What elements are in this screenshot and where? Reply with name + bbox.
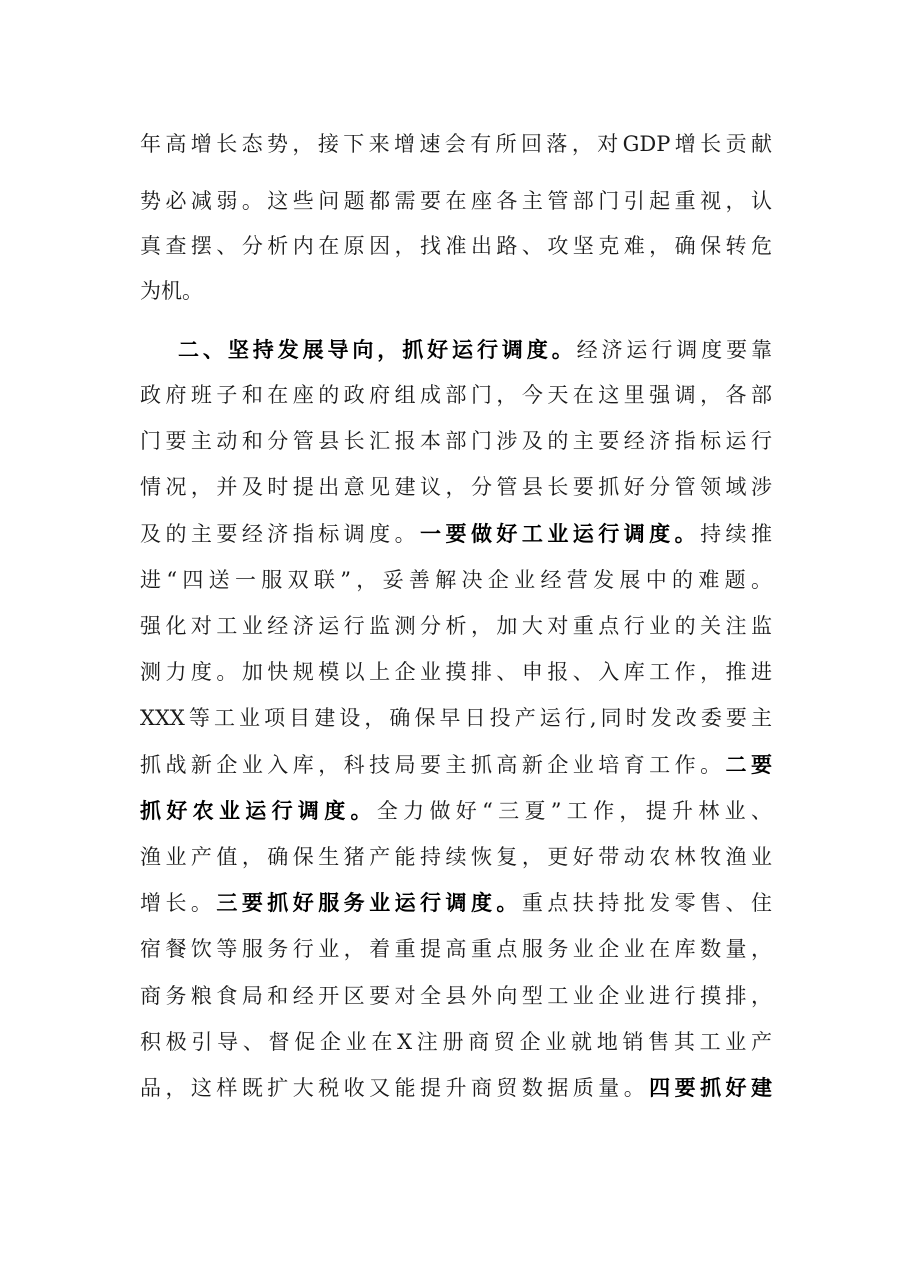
text-segment: 进“四送一服双联”，妥善解决企业经营发展中的难题。 bbox=[140, 568, 772, 592]
text-segment: 重点扶持批发零售、住 bbox=[521, 891, 772, 915]
text-line bbox=[140, 791, 772, 831]
subheading-construction-start: 四要抓好建 bbox=[649, 1075, 772, 1100]
text-line bbox=[140, 421, 772, 461]
section-heading-line bbox=[178, 330, 772, 370]
section-heading: 二、坚持发展导向，抓好运行调度。 bbox=[178, 337, 577, 362]
text-line bbox=[140, 837, 772, 877]
text-line bbox=[140, 271, 772, 311]
text-line bbox=[140, 560, 772, 600]
text-segment: 抓战新企业入库，科技局要主抓高新企业培育工作。 bbox=[140, 753, 726, 777]
text-segment: 年高增长态势，接下来增速会有所回落，对GDP增长贡献 bbox=[140, 132, 772, 156]
text-line bbox=[140, 514, 772, 554]
text-segment: 全力做好“三夏”工作，提升林业、 bbox=[376, 799, 772, 823]
subheading-services: 三要抓好服务业运行调度。 bbox=[216, 890, 522, 915]
subheading-industry: 一要做好工业运行调度。 bbox=[420, 521, 701, 546]
text-line bbox=[140, 375, 772, 415]
text-segment: 积极引导、督促企业在X注册商贸企业就地销售其工业产 bbox=[140, 1030, 772, 1054]
text-line bbox=[140, 929, 772, 969]
subheading-agriculture: 抓好农业运行调度。 bbox=[140, 798, 377, 823]
text-segment: 门要主动和分管县长汇报本部门涉及的主要经济指标运行 bbox=[140, 429, 772, 453]
text-segment: XXX等工业项目建设，确保早日投产运行,同时发改委要主 bbox=[140, 706, 772, 730]
text-segment: 商务粮食局和经开区要对全县外向型工业企业进行摸排， bbox=[140, 984, 772, 1008]
text-line bbox=[140, 181, 772, 221]
text-segment: 真查摆、分析内在原因，找准出路、攻坚克难，确保转危 bbox=[140, 234, 772, 258]
text-line bbox=[140, 883, 772, 923]
text-line bbox=[140, 976, 772, 1016]
text-line bbox=[140, 1022, 772, 1062]
text-segment: 增长。 bbox=[140, 891, 217, 915]
text-segment: 渔业产值，确保生猪产能持续恢复，更好带动农林牧渔业 bbox=[140, 845, 772, 869]
text-segment: 政府班子和在座的政府组成部门，今天在这里强调，各部 bbox=[140, 383, 772, 407]
text-segment: 强化对工业经济运行监测分析，加大对重点行业的关注监 bbox=[140, 614, 772, 638]
text-segment: 品，这样既扩大税收又能提升商贸数据质量。 bbox=[140, 1076, 650, 1100]
text-segment: 宿餐饮等服务行业，着重提高重点服务业企业在库数量， bbox=[140, 937, 772, 961]
subheading-agriculture-start: 二要 bbox=[725, 752, 772, 777]
text-line bbox=[140, 467, 772, 507]
text-line bbox=[140, 1068, 772, 1108]
text-line bbox=[140, 124, 772, 164]
text-line bbox=[140, 698, 772, 738]
text-line bbox=[140, 745, 772, 785]
text-segment: 情况，并及时提出意见建议，分管县长要抓好分管领域涉 bbox=[140, 475, 772, 499]
text-segment: 测力度。加快规模以上企业摸排、申报、入库工作，推进 bbox=[140, 660, 772, 684]
text-line bbox=[140, 652, 772, 692]
text-segment: 为机。 bbox=[140, 279, 203, 303]
text-segment: 经济运行调度要靠 bbox=[576, 338, 772, 362]
text-line bbox=[140, 606, 772, 646]
text-segment: 势必减弱。这些问题都需要在座各主管部门引起重视，认 bbox=[140, 189, 772, 213]
text-segment: 及的主要经济指标调度。 bbox=[140, 522, 421, 546]
text-line bbox=[140, 226, 772, 266]
text-segment: 持续推 bbox=[700, 522, 772, 546]
